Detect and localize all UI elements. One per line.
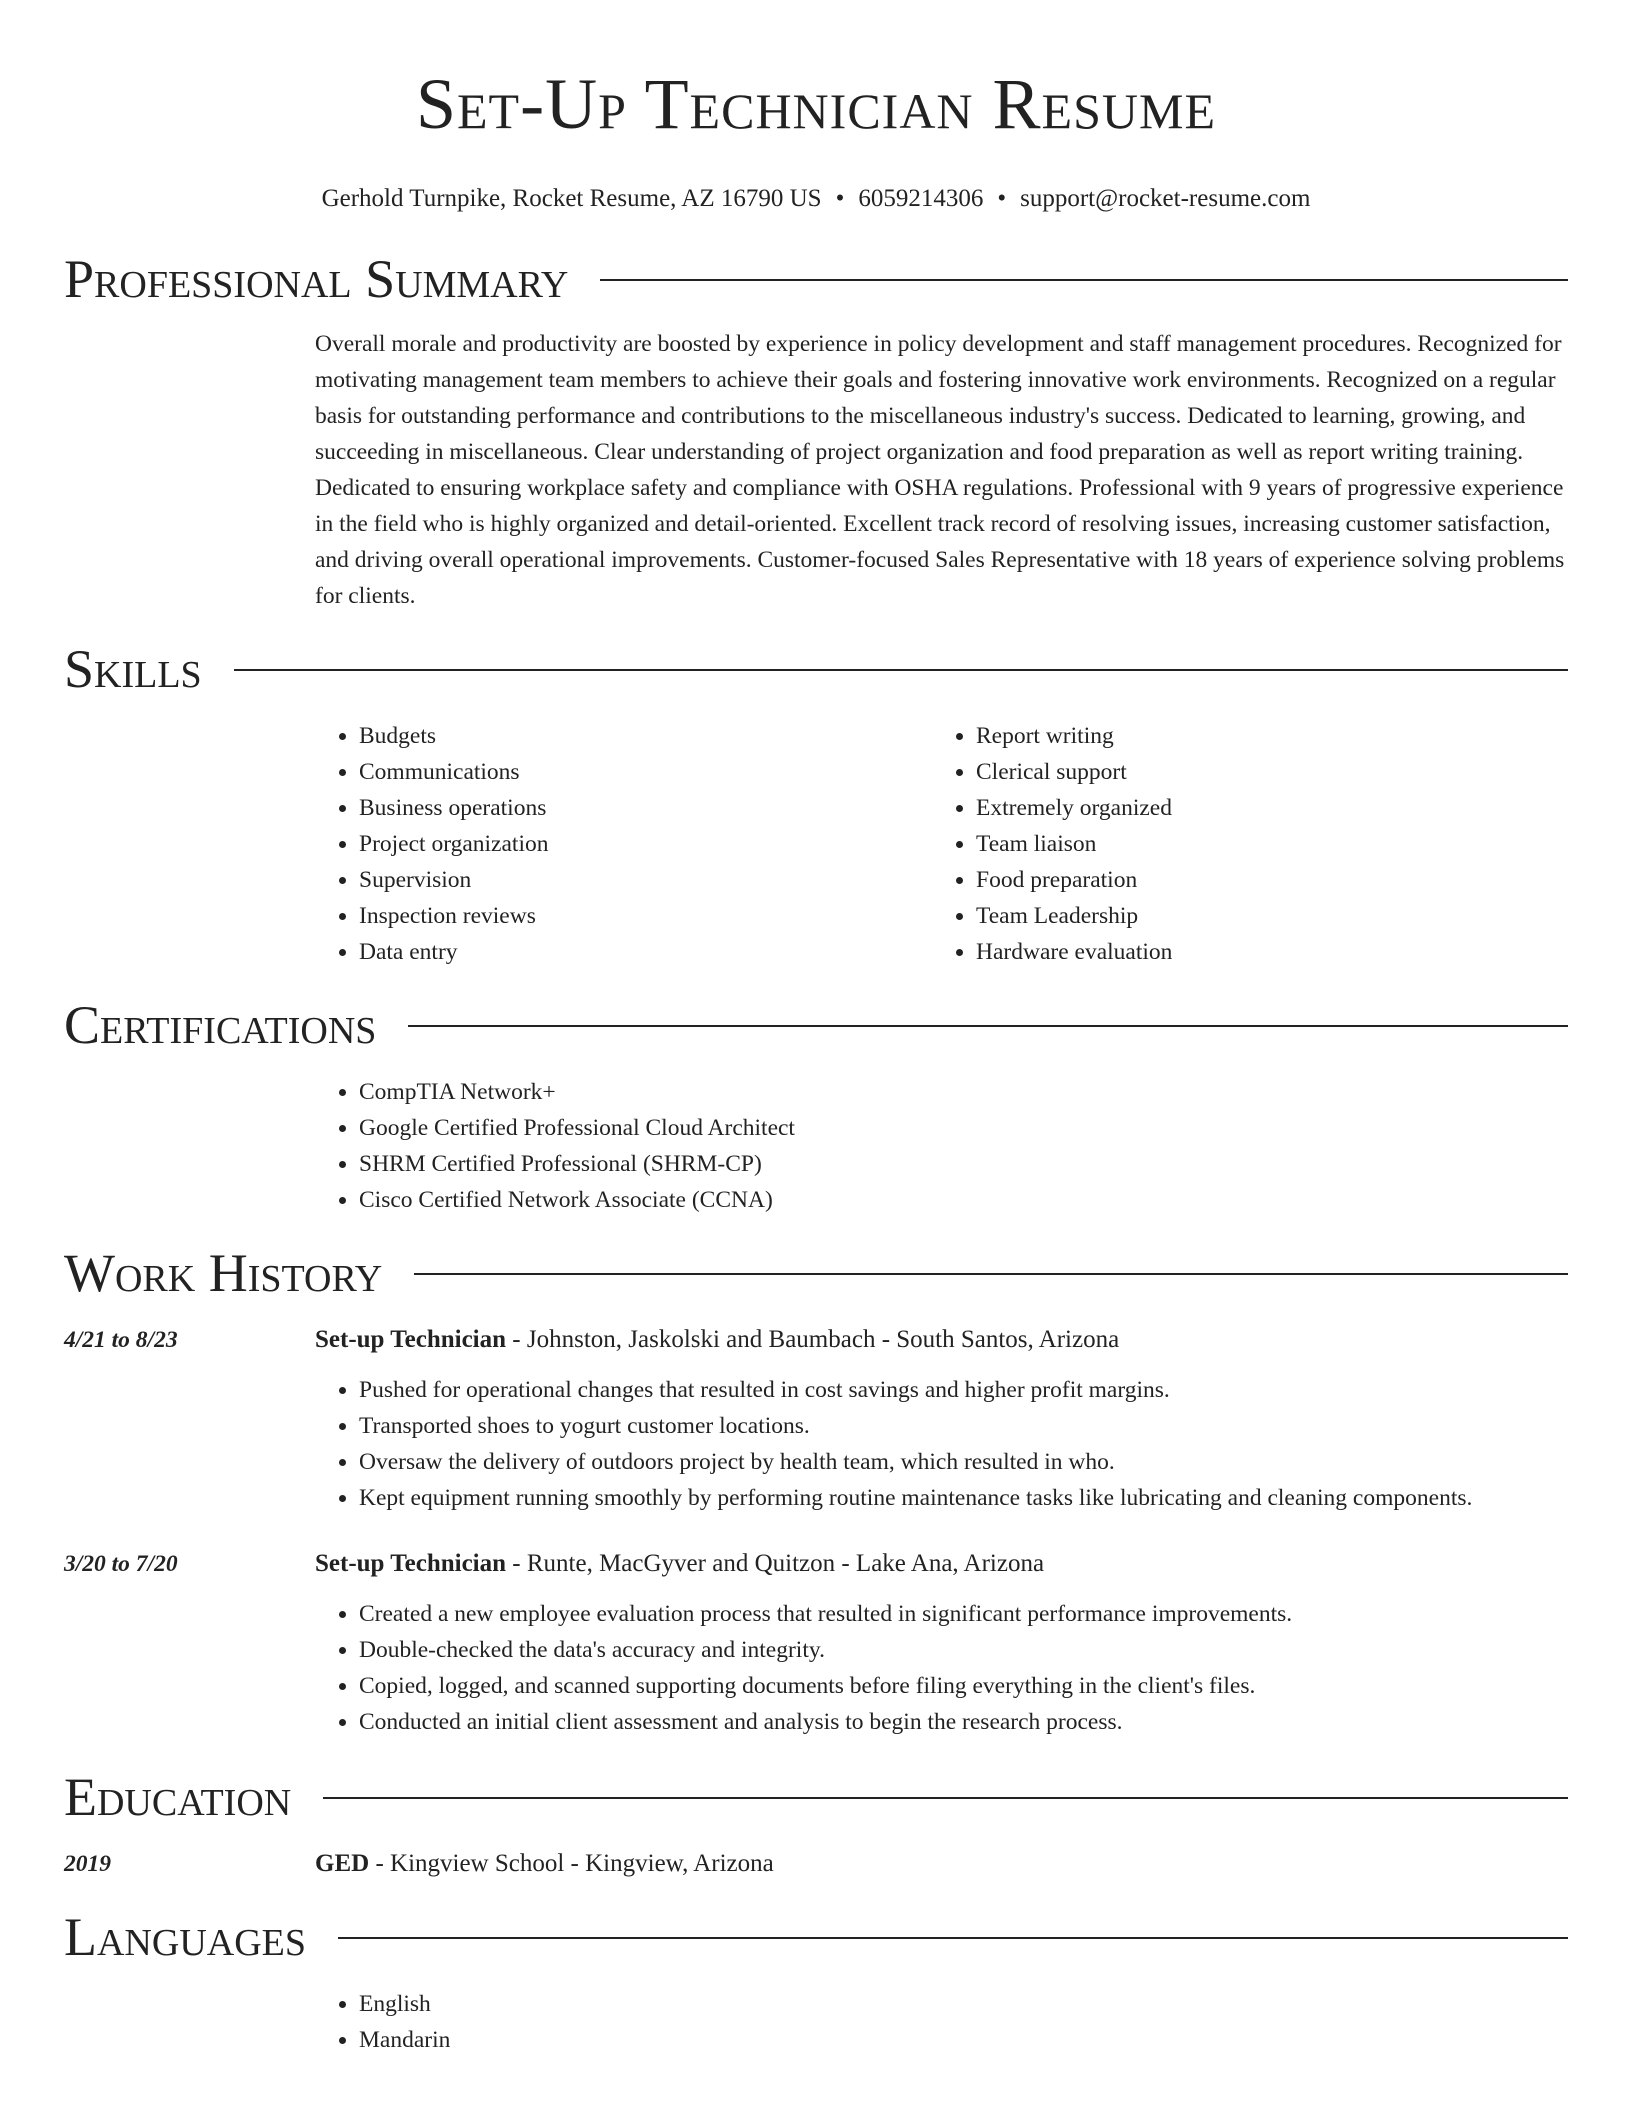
job-bullet: • Double-checked the data's accuracy and integrity. (359, 1632, 1568, 1668)
job-title: Set-up Technician (315, 1326, 507, 1353)
skill-item: • Communications (359, 754, 932, 790)
job-bullet: • Kept equipment running smoothly by performing routine maintenance tasks like lubricating and cleaning components. (359, 1480, 1568, 1516)
skill-item: • Project organization (359, 826, 932, 862)
summary-section-header (64, 244, 1568, 314)
job-body (315, 1546, 1568, 1740)
section-divider (414, 1273, 1568, 1275)
job-employer: - Runte, MacGyver and Quitzon - Lake Ana, Arizona (506, 1550, 1045, 1577)
separator: • (997, 185, 1007, 212)
job-body (315, 1322, 1568, 1516)
skill-item: • Extremely organized (976, 790, 1549, 826)
skills-column-right (932, 718, 1549, 970)
section-divider (408, 1025, 1568, 1027)
skills-grid (64, 718, 1568, 970)
education-entry (64, 1846, 1568, 1882)
certifications-list (64, 1074, 1568, 1218)
languages-list (64, 1986, 1568, 2058)
job-employer: - Johnston, Jaskolski and Baumbach - South Santos, Arizona (506, 1326, 1120, 1353)
address-text: Gerhold Turnpike, Rocket Resume, AZ 16790 US (321, 185, 822, 212)
summary-text: Overall morale and productivity are boosted by experience in policy development and staff management procedures. Recognized for motivating management team members to achieve their goals and fostering innovative work environments. Recognized on a regular basis for outstanding performance and contributions to the miscellaneous industry's success. Dedicated to learning, growing, and succeeding in miscellaneous. Clear understanding of project organization and food preparation as well as report writing training. Dedicated to ensuring workplace safety and compliance with OSHA regulations. Professional with 9 years of progressive experience in the field who is highly organized and detail-oriented. Excellent track record of resolving issues, increasing customer satisfaction, and driving overall operational improvements. Customer-focused Sales Representative with 18 years of experience solving problems for clients. (315, 331, 1565, 609)
section-divider (323, 1797, 1568, 1799)
skill-item: • Business operations (359, 790, 932, 826)
certification-item: • SHRM Certified Professional (SHRM-CP) (359, 1146, 1568, 1182)
skill-item: • Data entry (359, 934, 932, 970)
job-title: Set-up Technician (315, 1550, 507, 1577)
separator: • (835, 185, 845, 212)
job-bullet: • Copied, logged, and scanned supporting documents before filing everything in the client's files. (359, 1668, 1568, 1704)
email-text: support@rocket-resume.com (1020, 185, 1311, 212)
section-divider (600, 279, 1568, 281)
job-bullet: • Transported shoes to yogurt customer locations. (359, 1408, 1568, 1444)
job-entry (64, 1322, 1568, 1516)
job-dates: 3/20 to 7/20 (64, 1551, 178, 1577)
skill-item: • Budgets (359, 718, 932, 754)
job-bullet: • Pushed for operational changes that resulted in cost savings and higher profit margins. (359, 1372, 1568, 1408)
education-heading: Education (64, 1767, 292, 1827)
section-divider (338, 1937, 1568, 1939)
summary-heading: Professional Summary (64, 249, 569, 309)
certifications-section-header (64, 990, 1568, 1060)
phone-text: 6059214306 (858, 185, 984, 212)
education-degree: GED (315, 1850, 370, 1877)
resume-title: Set-Up Technician Resume (415, 64, 1217, 144)
education-year: 2019 (64, 1851, 111, 1877)
job-bullet: • Conducted an initial client assessment and analysis to begin the research process. (359, 1704, 1568, 1740)
job-entry (64, 1546, 1568, 1740)
skills-column-left (315, 718, 932, 970)
skills-section-header (64, 634, 1568, 704)
education-section-header (64, 1762, 1568, 1832)
skill-item: • Food preparation (976, 862, 1549, 898)
job-bullet: • Created a new employee evaluation process that resulted in significant performance improvements. (359, 1596, 1568, 1632)
skill-item: • Inspection reviews (359, 898, 932, 934)
section-divider (234, 669, 1568, 671)
education-school: - Kingview School - Kingview, Arizona (369, 1850, 774, 1877)
job-heading (315, 1322, 1568, 1358)
skill-item: • Clerical support (976, 754, 1549, 790)
certification-item: • CompTIA Network+ (359, 1074, 1568, 1110)
education-body (315, 1846, 1568, 1882)
language-item: • English (359, 1986, 1568, 2022)
languages-section-header (64, 1902, 1568, 1972)
skill-item: • Supervision (359, 862, 932, 898)
work-history-heading: Work History (64, 1243, 383, 1303)
certifications-heading: Certifications (64, 995, 377, 1055)
skill-item: • Report writing (976, 718, 1549, 754)
job-dates: 4/21 to 8/23 (64, 1327, 178, 1353)
certification-item: • Cisco Certified Network Associate (CCNA) (359, 1182, 1568, 1218)
languages-heading: Languages (64, 1907, 306, 1967)
skill-item: • Hardware evaluation (976, 934, 1549, 970)
language-item: • Mandarin (359, 2022, 1568, 2058)
skill-item: • Team Leadership (976, 898, 1549, 934)
skill-item: • Team liaison (976, 826, 1549, 862)
job-bullet: • Oversaw the delivery of outdoors project by health team, which resulted in who. (359, 1444, 1568, 1480)
certification-item: • Google Certified Professional Cloud Architect (359, 1110, 1568, 1146)
job-heading (315, 1546, 1568, 1582)
skills-heading: Skills (64, 639, 202, 699)
education-heading-line (315, 1846, 1568, 1882)
contact-info (64, 184, 1568, 214)
work-history-section-header (64, 1238, 1568, 1308)
